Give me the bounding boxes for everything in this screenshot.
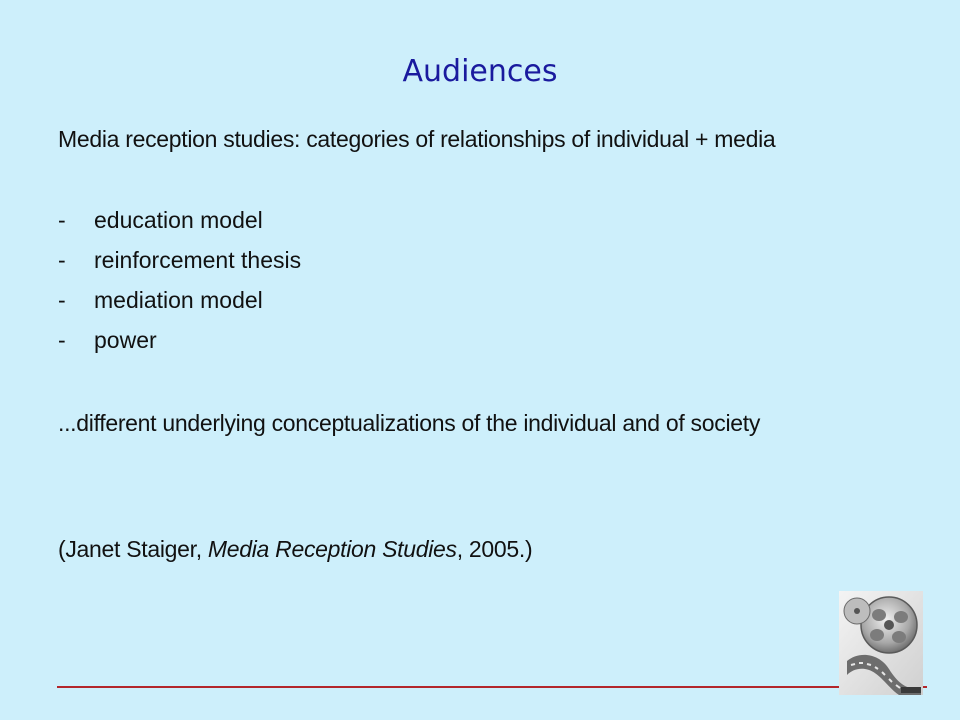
list-item-label: mediation model [94,287,263,313]
bullet-marker: - [58,207,66,233]
film-reel-icon [839,591,923,695]
list-item-label: reinforcement thesis [94,247,302,273]
bullet-marker: - [58,247,66,273]
conclusion-text: ...different underlying conceptualizations of the individual and of society [58,410,761,436]
bullet-marker: - [58,287,66,313]
intro-text: Media reception studies: categories of relationships of individual + media [58,126,776,152]
list-item-label: power [94,327,157,353]
citation-suffix: , 2005.) [456,536,533,562]
citation-book-title: Media Reception Studies [207,536,457,562]
citation-prefix: (Janet Staiger, [58,536,208,562]
footer-rule [57,686,927,688]
bullet-marker: - [58,327,66,353]
citation-text [58,534,532,564]
slide-title: Audiences [402,54,558,89]
list-item-label: education model [94,207,263,233]
